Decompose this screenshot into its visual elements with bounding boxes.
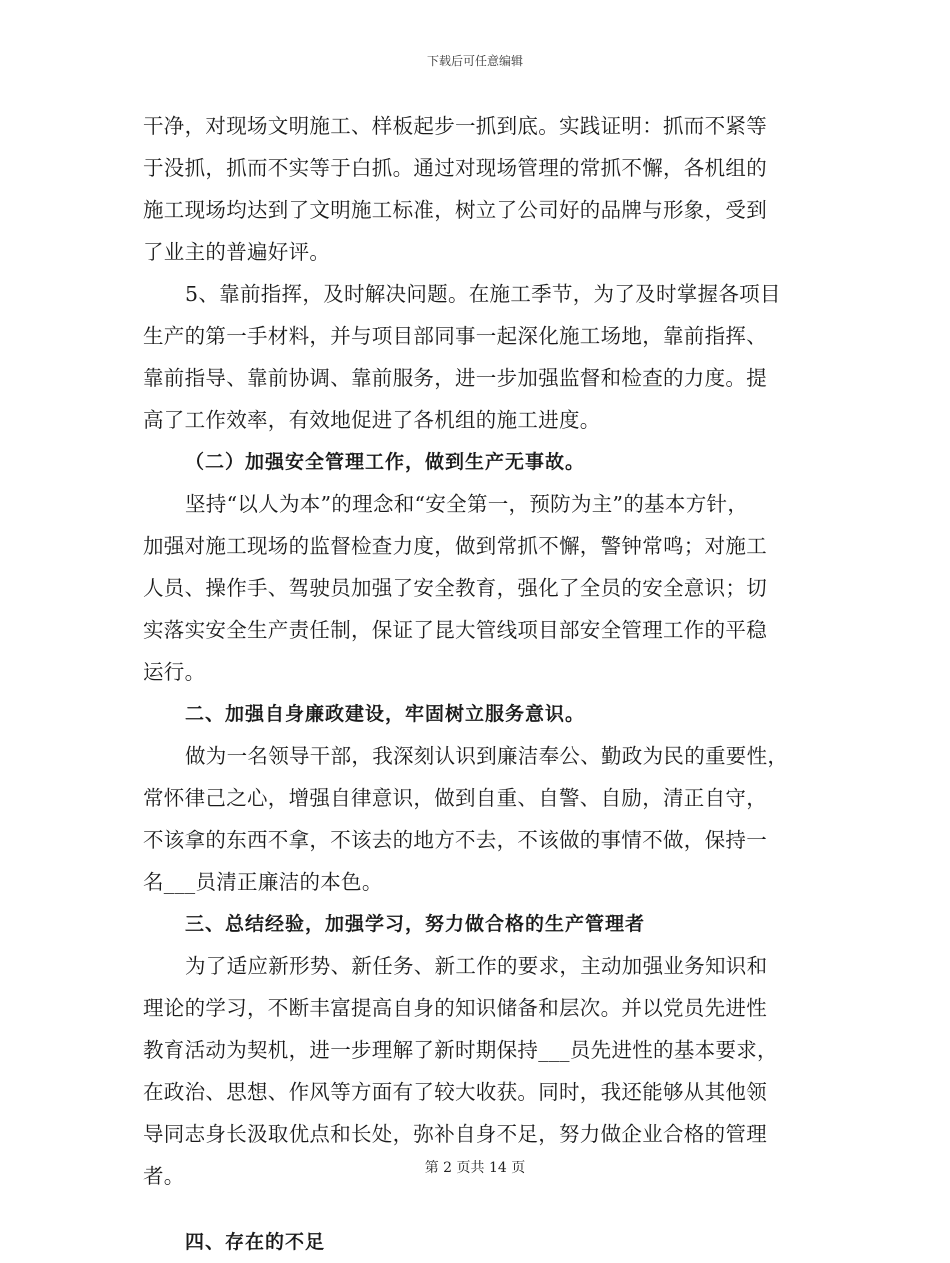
section-heading: 四、存在的不足 bbox=[185, 1231, 326, 1253]
section-heading: 三、总结经验，加强学习，努力做合格的生产管理者 bbox=[185, 913, 646, 935]
body-text-line: 于没抓，抓而不实等于白抓。通过对现场管理的常抓不懈，各机组的 bbox=[143, 156, 767, 180]
section-gap bbox=[143, 1197, 813, 1221]
body-text-line: 了业主的普遍好评。 bbox=[143, 240, 331, 264]
body-text-line: 做为一名领导干部，我深刻认识到廉洁奉公、勤政为民的重要性， bbox=[185, 744, 789, 768]
page-footer: 第 2 页共 14 页 bbox=[424, 1160, 526, 1176]
body-text-line: 名___员清正廉洁的本色。 bbox=[143, 870, 383, 894]
section-heading: 二、加强自身廉政建设，牢固树立服务意识。 bbox=[185, 703, 586, 725]
body-text-line: 运行。 bbox=[143, 660, 206, 684]
body-text-line: 者。 bbox=[143, 1164, 185, 1188]
body-text-line: 5、靠前指挥，及时解决问题。在施工季节，为了及时掌握各项目 bbox=[185, 282, 781, 306]
body-text-line: 高了工作效率，有效地促进了各机组的施工进度。 bbox=[143, 408, 601, 432]
body-text-line: 人员、操作手、驾驶员加强了安全教育，强化了全员的安全意识；切 bbox=[143, 576, 767, 600]
body-text-line: 干净，对现场文明施工、样板起步一抓到底。实践证明：抓而不紧等 bbox=[143, 114, 767, 138]
body-text-line: 坚持“以人为本”的理念和“安全第一，预防为主”的基本方针， bbox=[185, 492, 749, 516]
document-body bbox=[143, 105, 813, 1263]
page-header: 下载后可任意编辑 bbox=[426, 54, 523, 68]
body-text-line: 常怀律己之心，增强自律意识，做到自重、自警、自励，清正自守， bbox=[143, 786, 767, 810]
section-heading: （二）加强安全管理工作，做到生产无事故。 bbox=[185, 451, 586, 473]
body-text-line: 理论的学习，不断丰富提高自身的知识储备和层次。并以党员先进性 bbox=[143, 996, 767, 1020]
body-text-line: 生产的第一手材料，并与项目部同事一起深化施工场地，靠前指挥、 bbox=[143, 324, 767, 348]
body-text-line: 在政治、思想、作风等方面有了较大收获。同时，我还能够从其他领 bbox=[143, 1080, 767, 1104]
body-text-line: 不该拿的东西不拿，不该去的地方不去，不该做的事情不做，保持一 bbox=[143, 828, 767, 852]
body-text-line: 施工现场均达到了文明施工标准，树立了公司好的品牌与形象，受到 bbox=[143, 198, 767, 222]
body-text-line: 实落实安全生产责任制，保证了昆大管线项目部安全管理工作的平稳 bbox=[143, 618, 767, 642]
body-text-line: 加强对施工现场的监督检查力度，做到常抓不懈，警钟常鸣；对施工 bbox=[143, 534, 767, 558]
body-text-line: 为了适应新形势、新任务、新工作的要求，主动加强业务知识和 bbox=[185, 954, 768, 978]
body-text-line: 靠前指导、靠前协调、靠前服务，进一步加强监督和检查的力度。提 bbox=[143, 366, 767, 390]
body-text-line: 导同志身长汲取优点和长处，弥补自身不足，努力做企业合格的管理 bbox=[143, 1122, 767, 1146]
body-text-line: 教育活动为契机，进一步理解了新时期保持___员先进性的基本要求， bbox=[143, 1038, 778, 1062]
